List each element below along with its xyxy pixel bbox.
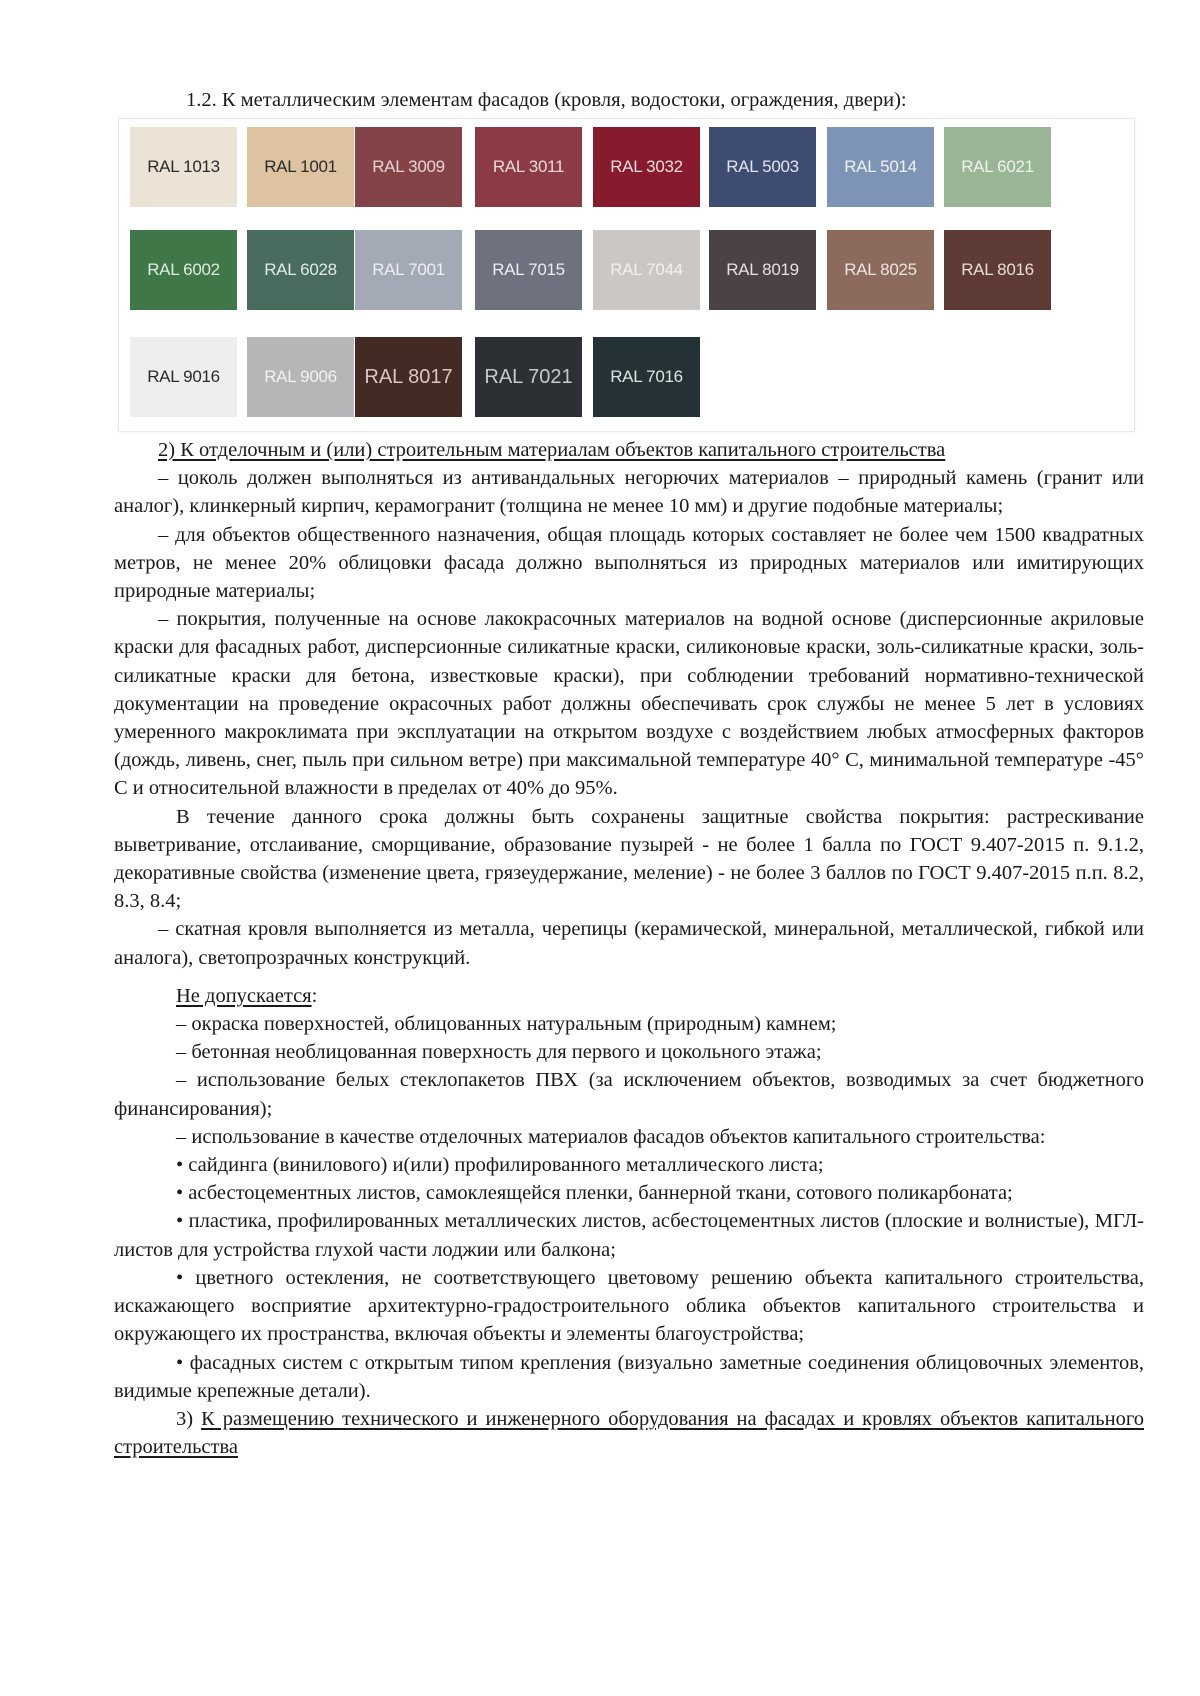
swatch-label: RAL 6021: [961, 157, 1034, 176]
bullet-item: • пластика, профилированных металлических листов, асбестоцементных листов (плоские и волнистые), МГЛ-листов для устройства глухой части лоджии или балкона;: [114, 1210, 1144, 1261]
section-3-number: 3): [176, 1407, 194, 1430]
paragraph: – для объектов общественного назначения, общая площадь которых составляет не более чем 1500 квадратных метров, не менее 20% облицовки фасада должно выполняться из природных материалов или имитирующих природные материалы;: [114, 523, 1144, 603]
not-allowed-title: Не допускается: [176, 984, 312, 1007]
swatch-ral-1001: [247, 127, 354, 207]
document-body: [114, 436, 1144, 1461]
swatch-label: RAL 7044: [610, 260, 683, 279]
swatch-label: RAL 1013: [147, 157, 220, 176]
swatch-label: RAL 1001: [264, 157, 337, 176]
swatch-ral-7044: [593, 230, 700, 310]
swatch-ral-3011: [475, 127, 582, 207]
list-item: – использование в качестве отделочных материалов фасадов объектов капитального строительства:: [176, 1125, 1046, 1148]
swatch-ral-1013: [130, 127, 237, 207]
swatch-ral-5003: [709, 127, 816, 207]
swatch-label: RAL 5014: [844, 157, 917, 176]
section-2-title: [114, 436, 1144, 464]
swatch-ral-9016: [130, 337, 237, 417]
swatch-ral-6021: [944, 127, 1051, 207]
bullet-item: • сайдинга (винилового) и(или) профилированного металлического листа;: [176, 1154, 824, 1177]
swatch-ral-6028: [247, 230, 354, 310]
swatch-label: RAL 8025: [844, 260, 917, 279]
section-2-title-text: 2) К отделочным и (или) строительным материалам объектов капитального строительства: [158, 439, 946, 461]
swatch-label: RAL 8019: [726, 260, 799, 279]
swatch-ral-3032: [593, 127, 700, 207]
swatch-label: RAL 7016: [610, 367, 683, 386]
swatch-label: RAL 3032: [610, 157, 683, 176]
swatch-ral-6002: [130, 230, 237, 310]
swatch-ral-8016: [944, 230, 1051, 310]
swatch-label: RAL 7015: [492, 260, 565, 279]
bullet-item: • асбестоцементных листов, самоклеящейся пленки, баннерной ткани, сотового поликарбоната;: [176, 1182, 1013, 1205]
swatch-label: RAL 7001: [372, 260, 445, 279]
swatch-ral-7001: [355, 230, 462, 310]
paragraph: – покрытия, полученные на основе лакокрасочных материалов на водной основе (дисперсионные акриловые краски для фасадных работ, дисперсионные силикатные краски, силиконовые краски, золь-силикатные краски, золь-силикатные краски для бетона, известковые краски), при соблюдении требований нормативно-технической документации на проведение окрасочных работ должны обеспечивать срок службы не менее 5 лет в условиях умеренного макроклимата при эксплуатации на открытом воздухе с воздействием любых атмосферных факторов (дождь, ливень, снег, пыль при сильном ветре) при максимальной температуре 40° С, минимальной температуре -45° С и относительной влажности в пределах от 40% до 95%.: [114, 608, 1144, 800]
swatch-label: RAL 3009: [372, 157, 445, 176]
swatch-ral-7016: [593, 337, 700, 417]
swatch-label: RAL 6002: [147, 260, 220, 279]
bullet-item: • фасадных систем с открытым типом крепления (визуально заметные соединения облицовочных элементов, видимые крепежные детали).: [114, 1351, 1144, 1402]
swatch-ral-3009: [355, 127, 462, 207]
paragraph: В течение данного срока должны быть сохранены защитные свойства покрытия: растрескивание выветривание, отслаивание, сморщивание, образование пузырей - не более 1 балла по ГОСТ 9.407-2015 п. 9.1.2, декоративные свойства (изменение цвета, грязеудержание, меление) - не более 3 баллов по ГОСТ 9.407-2015 п.п. 8.2, 8.3, 8.4;: [114, 805, 1144, 913]
section-3-title: [114, 1405, 1144, 1461]
swatch-label: RAL 6028: [264, 260, 337, 279]
ral-color-palette: [118, 118, 1135, 432]
swatch-label: RAL 3011: [492, 157, 565, 176]
swatch-label: RAL 7021: [484, 365, 573, 388]
swatch-ral-8025: [827, 230, 934, 310]
list-item: – бетонная необлицованная поверхность для первого и цокольного этажа;: [176, 1041, 822, 1064]
swatch-ral-8019: [709, 230, 816, 310]
swatch-ral-7021: [475, 337, 582, 417]
list-item: – использование белых стеклопакетов ПВХ (за исключением объектов, возводимых за счет бюджетного финансирования);: [114, 1069, 1144, 1120]
bullet-item: • цветного остекления, не соответствующего цветовому решению объекта капитального строительства, искажающего восприятие архитектурно-градостроительного облика объектов капитального строительства и окружающего их пространства, включая объекты и элементы благоустройства;: [114, 1266, 1144, 1346]
swatch-label: RAL 9016: [147, 367, 220, 386]
swatch-ral-7015: [475, 230, 582, 310]
swatch-label: RAL 5003: [726, 157, 799, 176]
swatch-ral-9006: [247, 337, 354, 417]
not-allowed-colon: :: [311, 984, 318, 1007]
paragraph: – скатная кровля выполняется из металла, черепицы (керамической, минеральной, металлической, гибкой или аналога), светопрозрачных конструкций.: [114, 918, 1144, 969]
section-3-title-text: К размещению технического и инженерного оборудования на фасадах и кровлях объектов капитального строительства: [114, 1407, 1144, 1459]
swatch-label: RAL 9006: [264, 367, 337, 386]
swatch-label: RAL 8017: [364, 365, 453, 388]
paragraph: – цоколь должен выполняться из антивандальных негорючих материалов – природный камень (гранит или аналог), клинкерный кирпич, керамогранит (толщина не менее 10 мм) и другие подобные материалы;: [114, 467, 1144, 518]
not-allowed-heading: [114, 982, 1144, 1010]
swatch-ral-8017: [355, 337, 462, 417]
list-item: – окраска поверхностей, облицованных натуральным (природным) камнем;: [176, 1013, 837, 1036]
heading-1-2: 1.2. К металлическим элементам фасадов (кровля, водостоки, ограждения, двери):: [186, 89, 907, 111]
swatch-ral-5014: [827, 127, 934, 207]
swatch-label: RAL 8016: [961, 260, 1034, 279]
